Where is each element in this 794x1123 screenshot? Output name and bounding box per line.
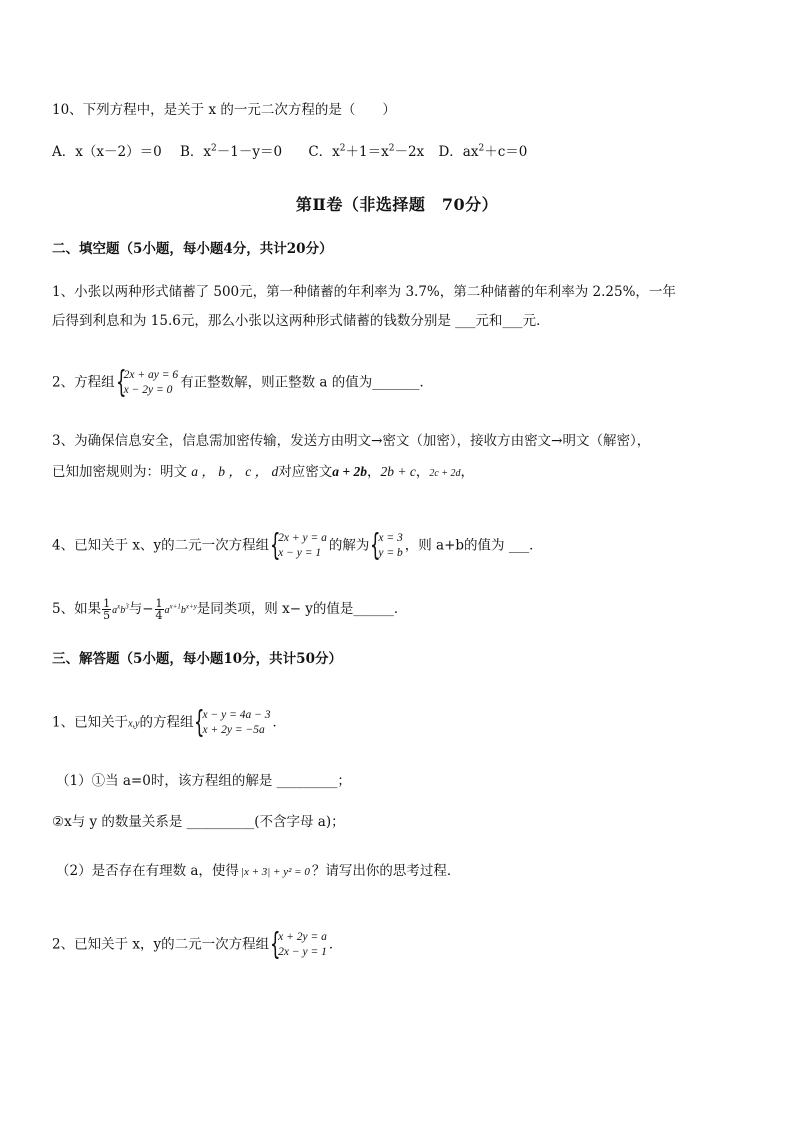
fill3-cipher-1: a + 2b xyxy=(332,464,367,479)
solve1-part1b: ②x与 y 的数量关系是 __________(不含字母 a)； xyxy=(52,814,345,830)
fill4-question: 4、已知关于 x、y的二元一次方程组 { 2x + y = a x − y = 1 的解为 { x = 3 y = b ，则 a+b的值为 ___． xyxy=(52,528,543,563)
solve1-part2-expression: |x + 3| + y² = 0 xyxy=(240,866,310,878)
fill2-equation-system: { 2x + ay = 6 x − 2y = 0 xyxy=(115,365,179,400)
q10-option-d: D．$ax^2+c=0$ xyxy=(438,143,528,160)
fill5-term-2: $a^{x+1}b^{x+y}$ xyxy=(164,602,197,616)
fill3-line2: 已知加密规则为：明文 a ， b ， c ， d对应密文a + 2b，2b + c，2c + 2d， xyxy=(52,464,475,480)
fill3-plain-vars: a ， b ， c ， d xyxy=(191,464,279,479)
fill5-term-1: $a^xb^3$ xyxy=(112,602,129,616)
solve1-part2: （2）是否存在有理数 a，使得 |x + 3| + y² = 0 ？请写出你的思考过程． xyxy=(56,863,461,879)
fill5-fraction-1: $\frac{1}{5}$ xyxy=(103,597,111,622)
fill1-line1: 1、小张以两种形式储蓄了 500元，第一种储蓄的年利率为 3.7%，第二种储蓄的年利率为 2.25%，一年 xyxy=(52,284,676,300)
fill3-cipher-2: 2b + c xyxy=(380,464,416,479)
section-fill-blank-heading: 二、填空题（5小题，每小题4分，共计20分） xyxy=(52,241,333,257)
fill3-cipher-3: 2c + 2d xyxy=(429,468,461,479)
fill1-line2: 后得到利息和为 15.6元，那么小张以这两种形式储蓄的钱数分别是 ___元和___元． xyxy=(52,313,550,329)
solve2-equation-system: { x + 2y = a 2x − y = 1 xyxy=(270,927,327,962)
solve1-equation-system: { x − y = 4a − 3 x + 2y = −5a xyxy=(194,705,271,740)
fill2-suffix: 有正整数解，则正整数 a 的值为_______． xyxy=(180,374,433,391)
section-solve-heading: 三、解答题（5小题，每小题10分，共计50分） xyxy=(52,651,342,667)
fill5-question: 5、如果 $\frac{1}{5}$ $a^xb^3$与− $\frac{1}{4}$ $a^{x+1}b^{x+y}$是同类项，则 x− y的值是______． xyxy=(52,597,408,622)
fill2-prefix: 2、方程组 xyxy=(52,374,115,391)
q10-options xyxy=(52,143,527,161)
fill4-solution-system: { x = 3 y = b xyxy=(370,528,403,563)
q10-option-a: A．x（x－2）＝0 xyxy=(52,144,162,160)
q10-option-c: C．$x^2+1=x^2-2x$ xyxy=(308,143,425,160)
fill4-equation-system: { 2x + y = a x − y = 1 xyxy=(270,528,327,563)
solve1-part1a: （1）①当 a=0时，该方程组的解是 _________； xyxy=(56,773,351,789)
fill2-question xyxy=(52,365,433,400)
solve2-question: 2、已知关于 x，y的二元一次方程组 { x + 2y = a 2x − y = 1 ． xyxy=(52,927,343,962)
solve1-vars: x,y xyxy=(128,718,140,730)
solve1-question: 1、已知关于x,y的方程组 { x − y = 4a − 3 x + 2y = −5a ． xyxy=(52,705,286,740)
q10-option-b: B．$x^2-1-y=0$ xyxy=(179,143,283,160)
fill5-fraction-2: $\frac{1}{4}$ xyxy=(155,597,163,622)
fill3-line1: 3、为确保信息安全，信息需加密传输，发送方由明文→密文（加密），接收方由密文→明文（解密）， xyxy=(52,433,651,449)
q10-stem: 10、下列方程中，是关于 x 的一元二次方程的是（ ） xyxy=(52,102,396,118)
part2-title: 第Ⅱ卷（非选择题 70分） xyxy=(295,195,499,214)
